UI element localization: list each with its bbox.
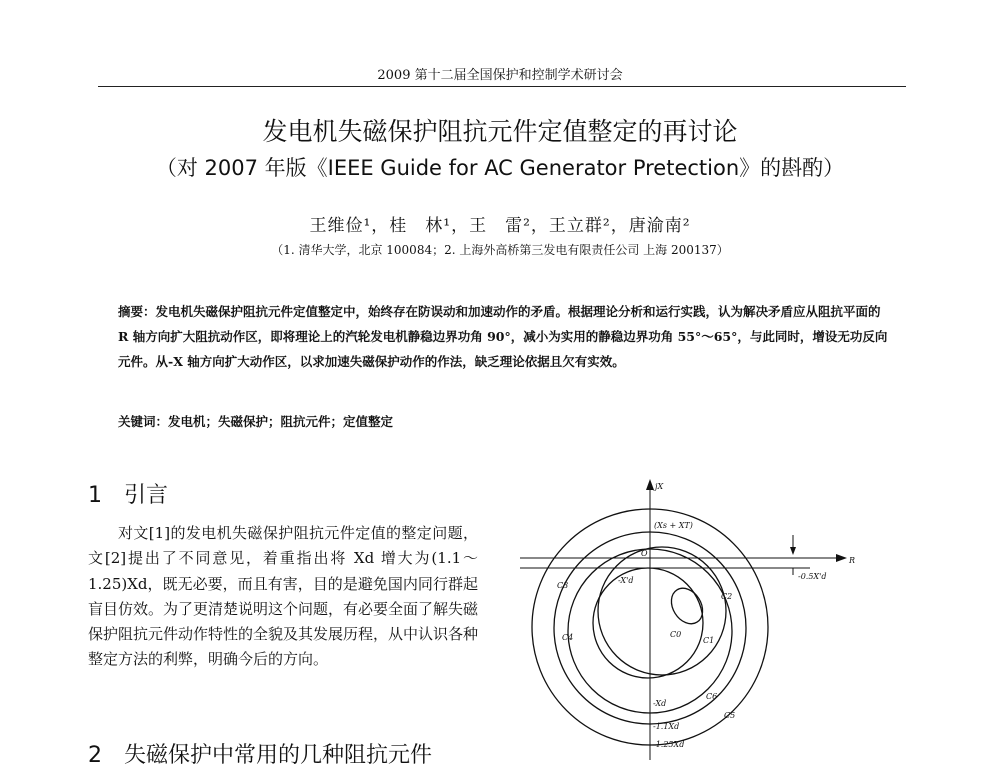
neg-xd-prime-label: -X'd — [618, 576, 634, 585]
author-list: 王维俭¹，桂 林¹，王 雷²，王立群²，唐渝南² — [309, 216, 691, 236]
paper-title: 发电机失磁保护阻抗元件定值整定的再讨论 — [262, 117, 738, 146]
offset-marker-arrow — [790, 547, 796, 555]
c1-label: C1 — [703, 636, 715, 645]
section-heading-2 — [88, 738, 432, 769]
c5-label: C5 — [724, 711, 736, 720]
c3-label: C3 — [557, 581, 569, 590]
c4-label: C4 — [562, 633, 574, 642]
keywords-label: 关键词： — [118, 414, 169, 429]
neg-1-1xd-label: -1.1Xd — [653, 722, 680, 731]
section-number: 1 — [88, 483, 102, 508]
neg-1-25xd-label: -1.25Xd — [653, 740, 685, 749]
section-title: 失磁保护中常用的几种阻抗元件 — [124, 743, 433, 768]
c6-label: C6 — [706, 692, 718, 701]
circle-c3 — [598, 547, 726, 675]
affiliations: （1. 清华大学，北京 100084；2. 上海外高桥第三发电有限责任公司 上海 200137） — [271, 243, 729, 257]
header-rule — [98, 86, 906, 87]
r-axis-arrow — [836, 554, 847, 562]
running-head: 2009 第十二届全国保护和控制学术研讨会 — [377, 68, 623, 83]
section-heading-1 — [88, 478, 168, 509]
section-title: 引言 — [124, 483, 169, 508]
abstract-label: 摘要： — [118, 304, 156, 319]
intro-paragraph: 对文[1]的发电机失磁保护阻抗元件定值的整定问题，文[2]提出了不同意见，着重指出将 Xd 增大为(1.1～1.25)Xd，既无必要，而且有害，目的是避免国内同行群起盲目仿效。为了更清楚说明这个问题，有必要全面了解失磁保护阻抗元件动作特性的全貌及其发展历程，从中认识各种整定方法的利弊，明确今后的方向。 — [88, 524, 479, 669]
jx-label: jX — [655, 482, 664, 491]
jx-axis-arrow — [646, 479, 654, 490]
half-xd-prime-label: -0.5X'd — [798, 572, 827, 581]
c2-label: C2 — [721, 592, 733, 601]
origin-label: O — [641, 549, 648, 558]
neg-xd-label: -Xd — [653, 699, 667, 708]
abstract-text: 发电机失磁保护阻抗元件定值整定中，始终存在防误动和加速动作的矛盾。根据理论分析和运行实践，认为解决矛盾应从阻抗平面的 R 轴方向扩大阻抗动作区，即将理论上的汽轮发电机静稳边界功角 90°，减小为实用的静稳边界功角 55°～65°，与此同时，增设无功反向元件。从-X 轴方向扩大动作区，以求加速失磁保护动作的作法，缺乏理论依据且欠有实效。 — [118, 304, 888, 369]
r-label: R — [849, 556, 856, 565]
paper-subtitle: （对 2007 年版《IEEE Guide for AC Generator Pretection》的斟酌） — [155, 156, 845, 180]
xs-xt-label: (Xs + XT) — [654, 521, 693, 530]
c0-label: C0 — [670, 630, 682, 639]
keywords — [118, 412, 888, 430]
impedance-circle-diagram — [510, 475, 870, 760]
abstract — [118, 299, 888, 374]
section-number: 2 — [88, 743, 102, 768]
keywords-text: 发电机；失磁保护；阻抗元件；定值整定 — [168, 414, 394, 429]
